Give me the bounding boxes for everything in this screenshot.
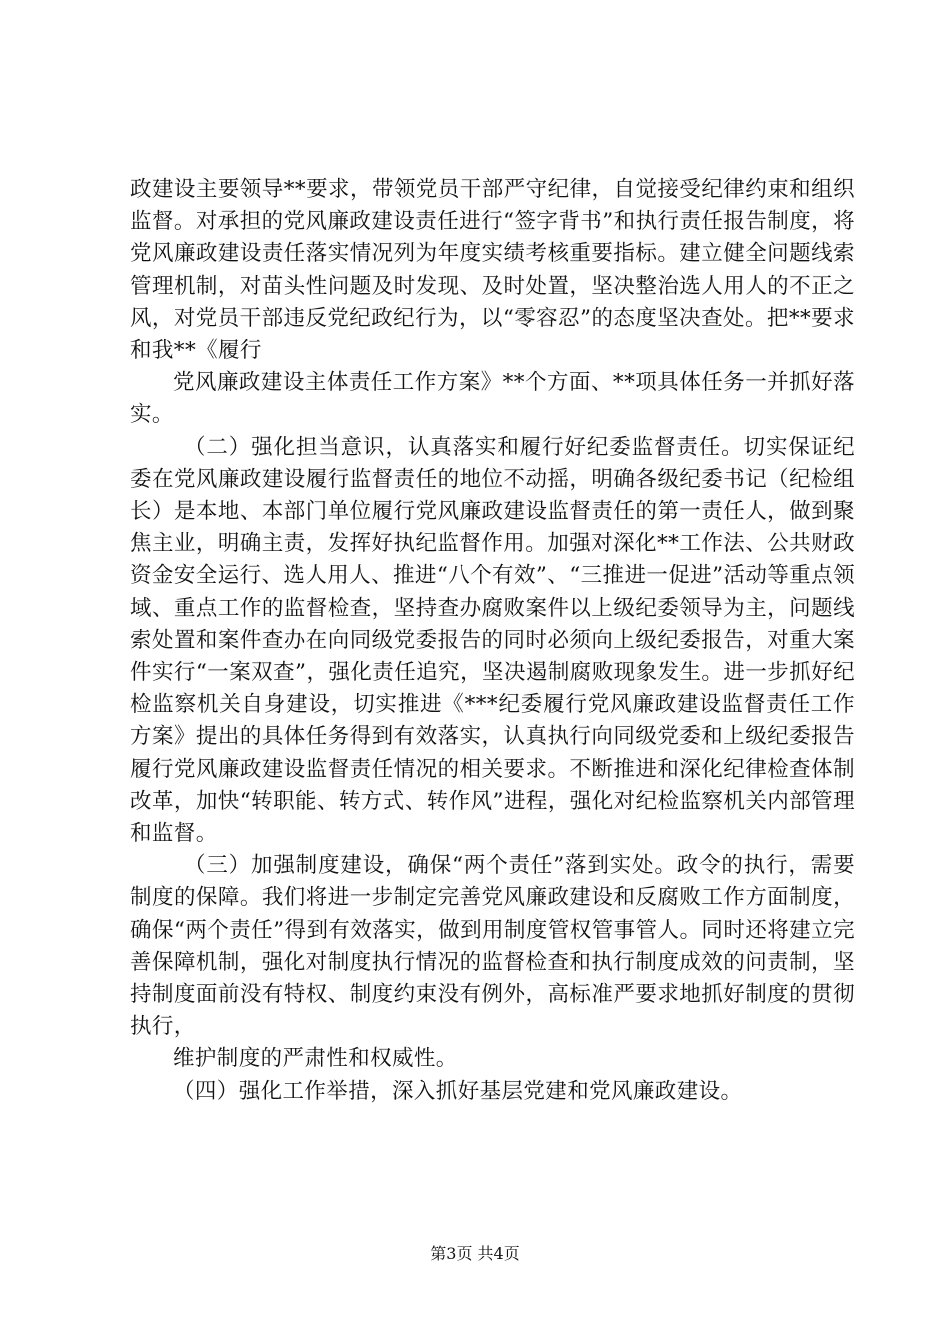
paragraph-section-2: （二）强化担当意识，认真落实和履行好纪委监督责任。切实保证纪委在党风廉政建设履行监督责任的地位不动摇，明确各级纪委书记（纪检组长）是本地、本部门单位履行党风廉政建设监督责任的第一责任人，做到聚焦主业，明确主责，发挥好执纪监督作用。加强对深化**工作法、公共财政资金安全运行、选人用人、推进“八个有效”、“三推进一促进”活动等重点领域、重点工作的监督检查，坚持查办腐败案件以上级纪委领导为主，问题线索处置和案件查办在向同级党委报告的同时必须向上级纪委报告，对重大案件实行“一案双查”，强化责任追究，坚决遏制腐败现象发生。进一步抓好纪检监察机关自身建设，切实推进《***纪委履行党风廉政建设监督责任工作方案》提出的具体任务得到有效落实，认真执行向同级党委和上级纪委报告履行党风廉政建设监督责任情况的相关要求。不断推进和深化纪律检查体制改革，加快“转职能、转方式、转作风”进程，强化对纪检监察机关内部管理和监督。	[130, 434, 855, 847]
paragraph-section-3: （三）加强制度建设，确保“两个责任”落到实处。政令的执行，需要制度的保障。我们将进一步制定完善党风廉政建设和反腐败工作方面制度，确保“两个责任”得到有效落实，做到用制度管权管事管人。同时还将建立完善保障机制，强化对制度执行情况的监督检查和执行制度成效的问责制，坚持制度面前没有特权、制度约束没有例外，高标准严要求地抓好制度的贯彻执行，	[130, 853, 855, 1040]
document-body	[130, 174, 855, 1108]
paragraph-section-4: （四）强化工作举措，深入抓好基层党建和党风廉政建设。	[173, 1078, 743, 1104]
paragraph-plan-tasks: 党风廉政建设主体责任工作方案》**个方面、**项具体任务一并抓好落实。	[130, 370, 855, 428]
paragraph-continuation: 政建设主要领导**要求，带领党员干部严守纪律，自觉接受纪律约束和组织监督。对承担的党风廉政建设责任进行“签字背书”和执行责任报告制度，将党风廉政建设责任落实情况列为年度实绩考核重要指标。建立健全问题线索管理机制，对苗头性问题及时发现、及时处置，坚决整治选人用人的不正之风，对党员干部违反党纪政纪行为，以“零容忍”的态度坚决查处。把**要求和我**《履行	[130, 177, 855, 364]
page-number-footer: 第3页 共4页	[430, 1244, 520, 1263]
paragraph-system-authority: 维护制度的严肃性和权威性。	[173, 1046, 458, 1072]
